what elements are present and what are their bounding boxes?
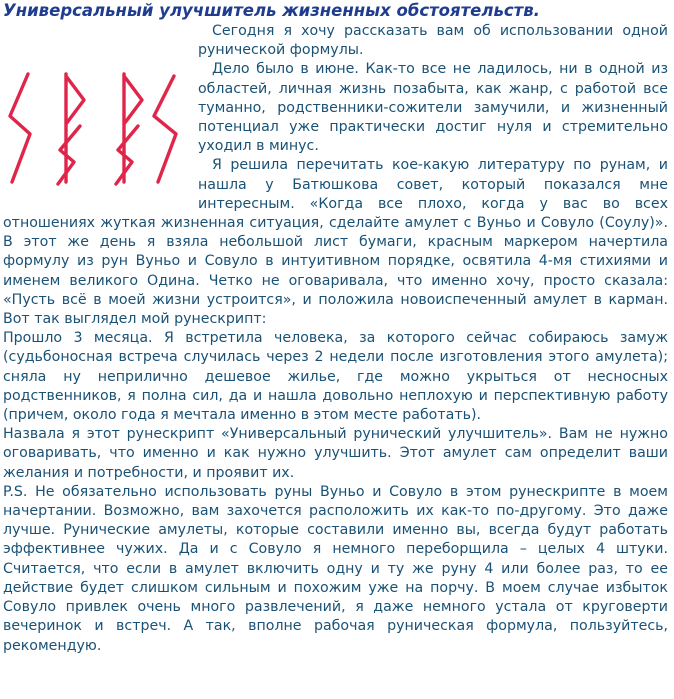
rune-image-space xyxy=(3,22,198,212)
article-body xyxy=(3,22,668,656)
paragraph-ps: P.S. Не обязательно использовать руны Вуньо и Совуло в этом рунескрипте в моем начертании. Возможно, вам захочется расположить их как-то по-другому. Это даже лучше. Рунические амулеты, которые составили именно вы, всегда будут работать эффективнее чужих. Да и с Совуло я немного переборщила – целых 4 штуки. Считается, что если в амулет включить одну и ту же руну 4 или более раз, то ее действие будет слишком сильным и похожим уже на порчу. В моем случае избыток Совуло привлек очень много развлечений, я даже немного устала от круговерти вечеринок и встреч. А так, вполне рабочая руническая формула, пользуйтесь, рекомендую. xyxy=(3,483,668,654)
article-title: Универсальный улучшитель жизненных обстоятельств. xyxy=(3,1,540,20)
paragraph-result: Прошло 3 месяца. Я встретила человека, за которого сейчас собираюсь замуж (судьбоносная встреча случилась через 2 недели после изготовления этого амулета); сняла ну неприлично дешевое жилье, где можно укрыться от несносных родственников, я полна сил, да и нашла довольно неплохую и перспективную работу (причем, около года я мечтала именно в этом месте работать). xyxy=(3,330,668,424)
paragraph-intro: Сегодня я хочу рассказать вам об использовании одной рунической формулы. xyxy=(198,23,668,59)
paragraph-name: Назвала я этот рунескрипт «Универсальный рунический улучшитель». Вам не нужно оговаривать, что именно и как нужно улучшить. Этот амулет сам определит ваши желания и потребности, и проявит их. xyxy=(3,426,668,481)
paragraph-june: Дело было в июне. Как-то все не ладилось, ни в одной из областей, личная жизнь позабыта, как жанр, с работой все туманно, родственники-сожители замучили, и жизненный потенциал уже практически достиг нуля и стремительно уходил в минус. xyxy=(198,61,668,155)
paragraph-literature: Я решила перечитать кое-какую литературу по рунам, и нашла у Батюшкова совет, который показался мне интересным. «Когда все плохо, когда у вас во всех отношениях жуткая жизненная ситуация, сделайте амулет с Вуньо и Совуло (Соулу)». В этот же день я взяла небольшой лист бумаги, красным маркером начертила формулу из рун Вуньо и Совуло в интуитивном порядке, освятила 4-мя стихиями и именем великого Одина. Четко не оговаривала, что именно хочу, просто сказала: «Пусть всё в моей жизни устроится», и положила новоиспеченный амулет в карман. Вот так выглядел мой рунескрипт: xyxy=(3,157,668,328)
